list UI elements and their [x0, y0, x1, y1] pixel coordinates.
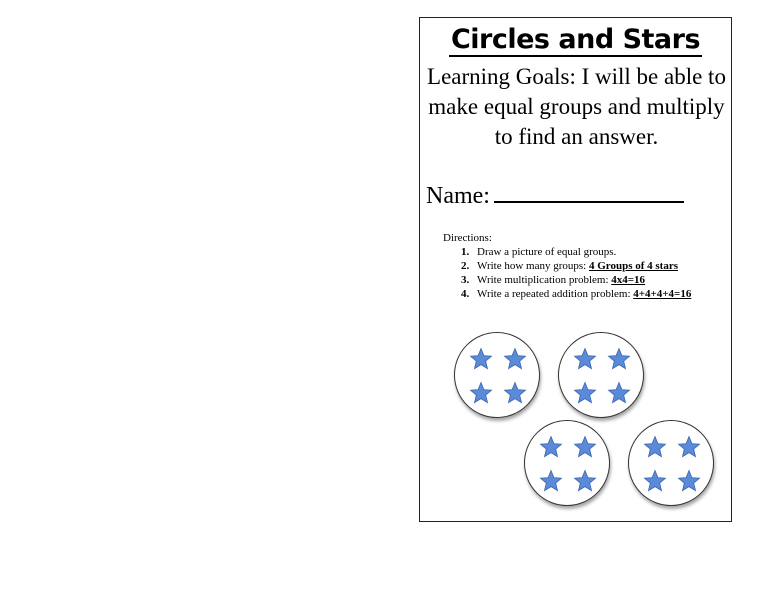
- star-icon: [573, 469, 597, 493]
- title-text: Circles and Stars: [450, 24, 701, 55]
- star-icon: [607, 347, 631, 371]
- star-icon: [469, 381, 493, 405]
- name-field-row: [426, 181, 684, 210]
- worksheet-page: [419, 17, 732, 522]
- directions: [443, 231, 691, 301]
- name-label: Name:: [426, 183, 490, 209]
- star-icon: [677, 435, 701, 459]
- direction-number: 3.: [461, 274, 470, 286]
- star-icon: [607, 381, 631, 405]
- group-circle-2: [558, 332, 644, 418]
- star-icon: [469, 347, 493, 371]
- star-icon: [643, 435, 667, 459]
- direction-text: Write a repeated addition problem:: [477, 288, 634, 300]
- group-circle-4: [628, 420, 714, 506]
- group-circle-3: [524, 420, 610, 506]
- direction-answer: 4x4=16: [611, 274, 646, 286]
- star-icon: [539, 469, 563, 493]
- group-circle-1: [454, 332, 540, 418]
- direction-item: [461, 273, 691, 287]
- direction-number: 1.: [461, 246, 470, 258]
- direction-answer: 4+4+4+4=16: [633, 288, 692, 300]
- star-icon: [539, 435, 563, 459]
- direction-item: [461, 287, 691, 301]
- star-icon: [573, 435, 597, 459]
- direction-text: Draw a picture of equal groups.: [477, 246, 617, 258]
- direction-text: Write multiplication problem:: [477, 274, 612, 286]
- direction-answer: 4 Groups of 4 stars: [588, 260, 679, 272]
- directions-list: [461, 245, 691, 301]
- name-blank-line[interactable]: [494, 181, 684, 203]
- direction-item: [461, 259, 691, 273]
- star-icon: [503, 381, 527, 405]
- star-icon: [503, 347, 527, 371]
- direction-number: 4.: [461, 288, 470, 300]
- star-icon: [573, 347, 597, 371]
- direction-text: Write how many groups:: [477, 260, 589, 272]
- directions-heading: Directions:: [443, 232, 492, 244]
- direction-item: [461, 245, 691, 259]
- direction-number: 2.: [461, 260, 470, 272]
- worksheet-title: [420, 24, 731, 55]
- star-icon: [573, 381, 597, 405]
- star-icon: [643, 469, 667, 493]
- learning-goals: Learning Goals: I will be able to make equal groups and multiply to find an answer.: [427, 64, 726, 149]
- star-icon: [677, 469, 701, 493]
